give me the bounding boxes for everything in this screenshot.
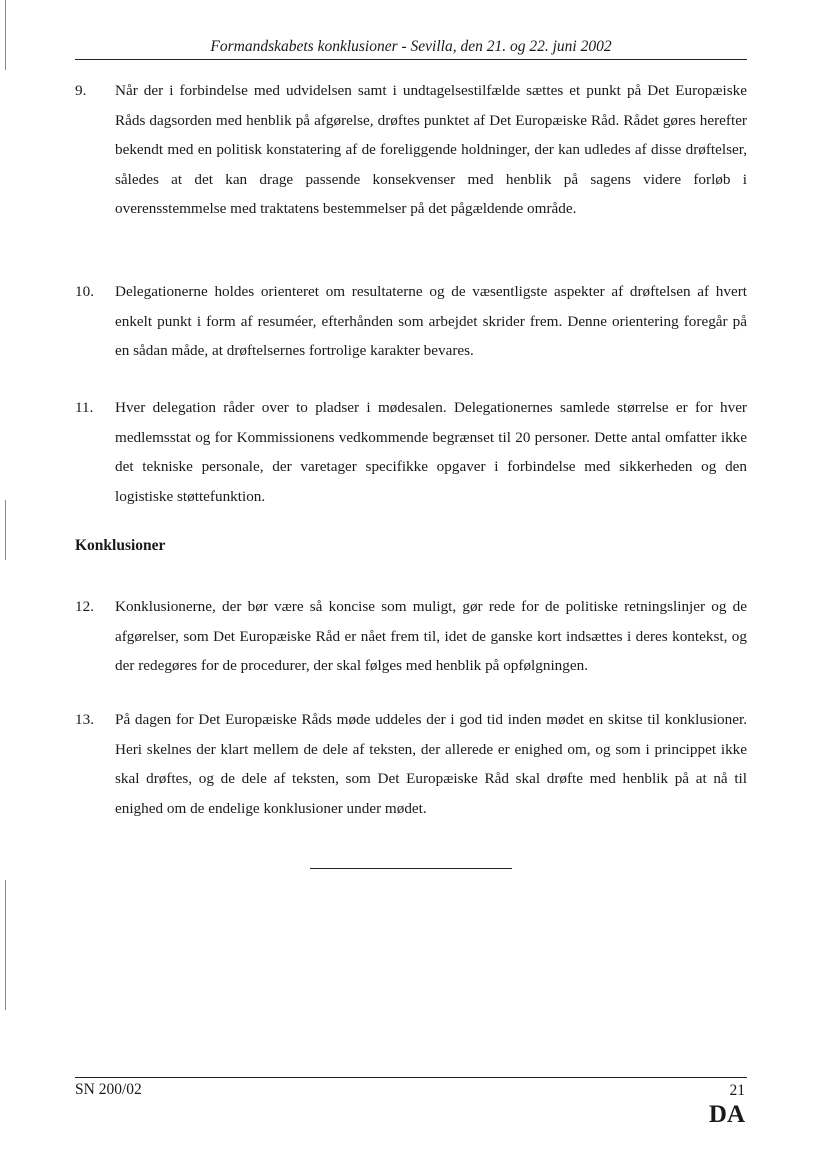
paragraph-text: Hver delegation råder over to pladser i mødesalen. Delegationernes samlede størrelse er for hver medlemsstat og for Kommissionens vedkommende begrænset til 20 personer. Dette antal omfatter ikke det tekniske personale, der varetager specifikke opgaver i forbindelse med sikkerheden og den logistiske støttefunktion.	[115, 399, 747, 505]
end-of-text-rule	[310, 868, 512, 869]
paragraph-13	[75, 705, 747, 823]
paragraph-12	[75, 592, 747, 681]
paragraph-text: Konklusionerne, der bør være så koncise som muligt, gør rede for de politiske retningslinjer og de afgørelser, som Det Europæiske Råd er nået frem til, idet de ganske kort indsættes i deres kontekst, og der redegøres for de procedurer, der skal følges med henblik på opfølgningen.	[115, 598, 747, 674]
paragraph-10	[75, 277, 747, 366]
scan-margin-mark	[5, 880, 6, 1010]
paragraph-number: 13.	[75, 711, 94, 728]
paragraph-9	[75, 76, 747, 224]
footer-rule	[75, 1077, 747, 1078]
section-heading: Konklusioner	[75, 537, 166, 554]
paragraph-number: 9.	[75, 82, 87, 99]
paragraph-number: 10.	[75, 283, 94, 300]
language-code: DA	[708, 1101, 745, 1128]
paragraph-number: 12.	[75, 598, 94, 615]
paragraph-text: Når der i forbindelse med udvidelsen samt i undtagelsestilfælde sættes et punkt på Det Europæiske Råds dagsorden med henblik på afgørelse, drøftes punktet af Det Europæiske Råd. Rådet gøres herefter bekendt med en politisk konstatering af de foreliggende holdninger, der kan udledes af disse drøftelser, således at det kan drage passende konsekvenser med henblik på sagens videre forløb i overensstemmelse med traktatens bestemmelser på det pågældende område.	[115, 82, 747, 217]
paragraph-11	[75, 393, 747, 511]
paragraph-number: 11.	[75, 399, 94, 416]
scan-margin-mark	[5, 0, 6, 70]
page-header: Formandskabets konklusioner - Sevilla, den 21. og 22. juni 2002	[75, 38, 747, 60]
page-number: 21	[729, 1082, 745, 1099]
scan-margin-mark	[5, 500, 6, 560]
paragraph-text: På dagen for Det Europæiske Råds møde uddeles der i god tid inden mødet en skitse til konklusioner. Heri skelnes der klart mellem de dele af teksten, der allerede er enighed om, og som i princippet ikke skal drøftes, og de dele af teksten, som Det Europæiske Råd skal drøfte med henblik på at nå til enighed om de endelige konklusioner under mødet.	[115, 711, 747, 817]
document-reference: SN 200/02	[75, 1081, 142, 1098]
paragraph-text: Delegationerne holdes orienteret om resultaterne og de væsentligste aspekter af drøftelsen af hvert enkelt punkt i form af resuméer, efterhånden som arbejdet skrider frem. Denne orientering foregår på en sådan måde, at drøftelsernes fortrolige karakter bevares.	[115, 283, 747, 359]
